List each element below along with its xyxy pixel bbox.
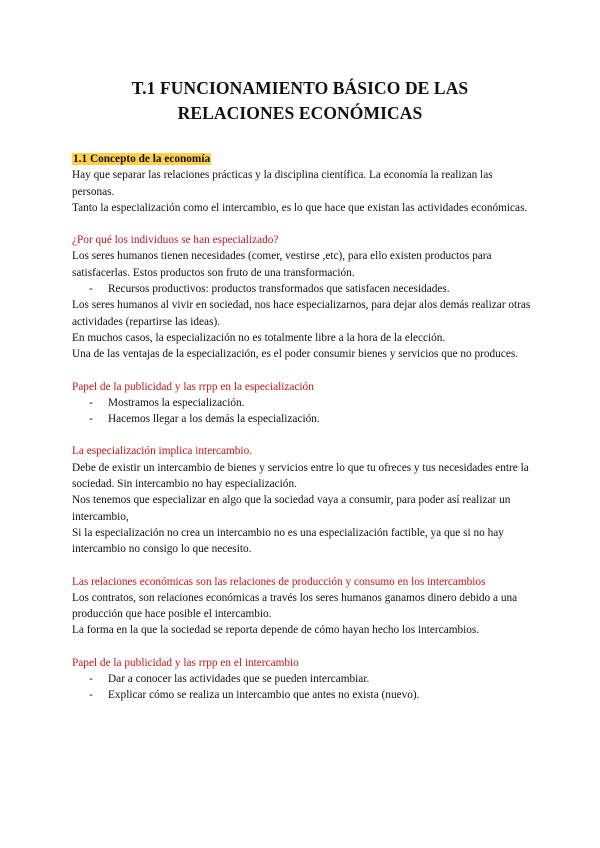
section-3-bullet-list (72, 395, 534, 428)
list-item-text: Recursos productivos: productos transformados que satisfacen necesidades. (108, 283, 450, 296)
spacer (72, 216, 534, 232)
section-2-paragraph-1: Los seres humanos tienen necesidades (comer, vestirse ,etc), para ello existen productos para satisfacerlas. Estos productos son fruto de una transformación. (72, 250, 492, 279)
list-item (72, 687, 534, 703)
dash-bullet: - (89, 673, 93, 686)
spacer (72, 558, 534, 574)
list-item-text: Hacemos llegar a los demás la especialización. (108, 413, 320, 426)
section-2-paragraph-3: En muchos casos, la especialización no es totalmente libre a la hora de la elección. (72, 331, 446, 344)
section-4-paragraph-3: Si la especialización no crea un intercambio no es una especialización factible, ya que si no hay intercambio no consigo lo que necesito. (72, 526, 504, 556)
section-2-paragraph-2: Los seres humanos al vivir en sociedad, nos hace especializarnos, para dejar alos demás realizar otras actividades (repartirse las ideas). (72, 299, 531, 328)
section-2-paragraph-4: Una de las ventajas de la especialización, es el poder consumir bienes y servicios que no produces. (72, 348, 519, 361)
section-6-bullet-list (72, 671, 534, 704)
dash-bullet: - (89, 283, 93, 296)
spacer (72, 639, 534, 655)
list-item (72, 281, 534, 297)
section-5-heading: Las relaciones económicas son las relaciones de producción y consumo en los intercambios (72, 575, 486, 588)
section-1-paragraph-2: Tanto la especialización como el intercambio, es lo que hace que existan las actividades económicas. (72, 201, 528, 214)
section-5-paragraph-1: Los contratos, son relaciones económicas a través los seres humanos ganamos dinero debido a una producción que hace posible el intercambio. (72, 591, 518, 621)
section-4-paragraph-2: Nos tenemos que especializar en algo que la sociedad vaya a consumir, para poder así realizar un intercambio, (72, 494, 511, 523)
list-item-text: Mostramos la especialización. (108, 396, 245, 409)
dash-bullet: - (89, 689, 93, 702)
title-line-1: T.1 FUNCIONAMIENTO BÁSICO DE LAS (131, 78, 469, 98)
section-1-paragraph-1: Hay que separar las relaciones prácticas y la disciplina científica. La economía la realizan las personas. (72, 169, 493, 198)
section-1-heading (72, 151, 534, 167)
dash-bullet: - (89, 396, 93, 409)
list-item-text: Dar a conocer las actividades que se pueden intercambiar. (108, 673, 370, 686)
document-title (72, 76, 528, 126)
document-body (72, 151, 534, 704)
spacer (72, 363, 534, 379)
section-6-heading: Papel de la publicidad y las rrpp en el intercambio (72, 656, 299, 669)
list-item (72, 411, 534, 427)
section-1-heading-text: 1.1 Concepto de la economía (73, 153, 211, 165)
section-4-paragraph-1: Debe de existir un intercambio de bienes y servicios entre lo que tu ofreces y tus necesidades entre la sociedad. Sin intercambio no hay especialización. (72, 461, 529, 491)
section-3-heading: Papel de la publicidad y las rrpp en la especialización (72, 380, 314, 393)
section-5-paragraph-2: La forma en la que la sociedad se reporta depende de cómo hayan hecho los intercambios. (72, 624, 480, 637)
list-item (72, 395, 534, 411)
list-item (72, 671, 534, 687)
section-2-bullet-list (72, 281, 534, 297)
dash-bullet: - (89, 413, 93, 426)
section-4-heading: La especialización implica intercambio. (72, 445, 253, 458)
spacer (72, 427, 534, 443)
list-item-text: Explicar cómo se realiza un intercambio que antes no exista (nuevo). (108, 689, 420, 702)
section-2-heading: ¿Por qué los individuos se han especializado? (72, 234, 279, 247)
title-line-2: RELACIONES ECONÓMICAS (177, 103, 423, 123)
